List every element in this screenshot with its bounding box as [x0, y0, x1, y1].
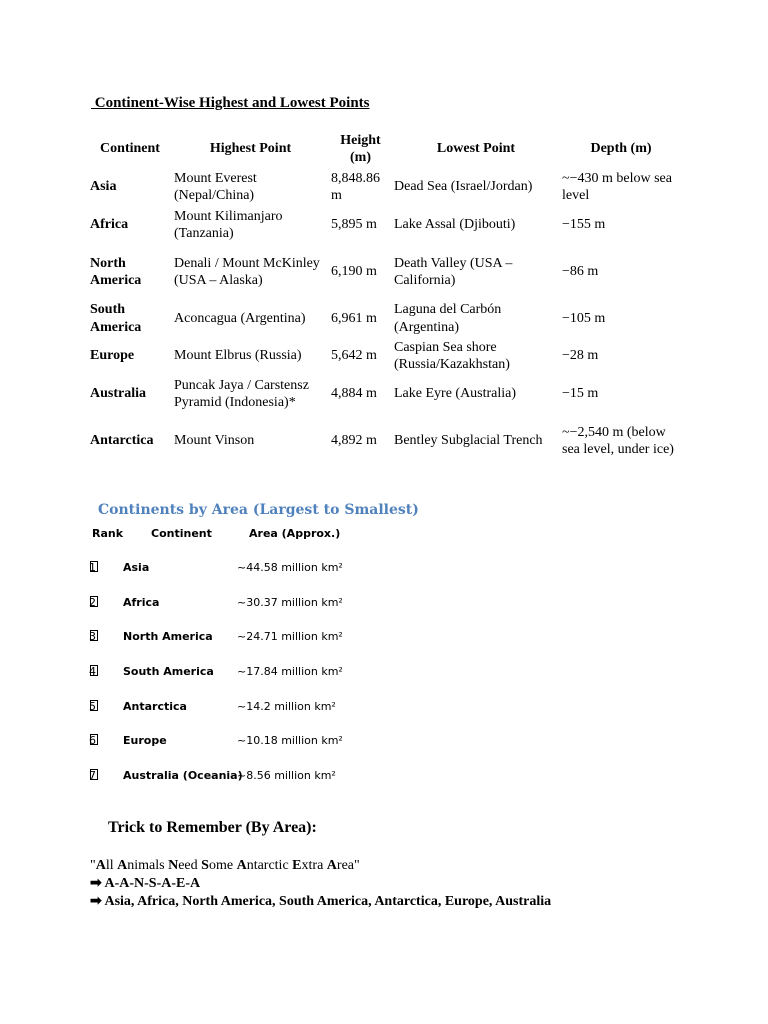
table-cell: Antarctica: [90, 433, 154, 449]
table-cell: −105 m: [562, 310, 606, 326]
table-cell: Lake Eyre (Australia): [394, 386, 517, 402]
rank-number: 7: [89, 769, 96, 782]
word-initial: N: [168, 858, 179, 873]
table-cell: −28 m: [562, 348, 599, 364]
table-cell: −15 m: [562, 386, 599, 402]
column-header: Continent: [100, 141, 160, 157]
word-rest: xtra: [301, 858, 324, 873]
arrow-right-icon: ➡: [90, 876, 102, 891]
table-cell: −155 m: [562, 217, 606, 233]
table-row: [88, 337, 682, 375]
table-cell: North America: [90, 255, 142, 288]
column-header: Depth (m): [590, 141, 652, 157]
table-cell: Australia: [90, 386, 146, 402]
area-value: ~14.2 million km²: [237, 700, 336, 713]
continent-name: Africa: [123, 596, 160, 609]
table-cell: Aconcagua (Argentina): [174, 310, 306, 326]
word-initial: A: [326, 858, 337, 873]
rank-number: 3: [89, 630, 96, 643]
word-initial: E: [292, 858, 302, 873]
table-cell: Mount Elbrus (Russia): [174, 348, 302, 364]
table-cell: Europe: [90, 348, 135, 364]
table-row: [88, 168, 682, 206]
column-header: Highest Point: [209, 141, 292, 157]
continent-name: Europe: [123, 734, 167, 747]
list-item: [89, 630, 489, 646]
table-cell: Puncak Jaya / Carstensz Pyramid (Indonesia)*: [174, 377, 309, 410]
section-title-area: Continents by Area (Largest to Smallest): [98, 502, 419, 518]
area-value: ~44.58 million km²: [237, 561, 343, 574]
list-item: [89, 769, 489, 785]
list-item: [89, 561, 489, 577]
rank-number: 1: [89, 561, 96, 574]
table-cell: ~−430 m below sea level: [562, 170, 672, 203]
table-cell: Lake Assal (Djibouti): [394, 217, 516, 233]
page-title: Continent-Wise Highest and Lowest Points: [91, 95, 370, 111]
continent-name: Australia (Oceania): [123, 769, 243, 782]
list-item: [89, 700, 489, 716]
continent-name: Antarctica: [123, 700, 187, 713]
area-value: ~8.56 million km²: [237, 769, 336, 782]
table-cell: −86 m: [562, 264, 599, 280]
table-cell: Denali / Mount McKinley (USA – Alaska): [174, 255, 320, 288]
area-value: ~24.71 million km²: [237, 630, 343, 643]
word-rest: eed: [178, 858, 198, 873]
word-initial: A: [236, 858, 247, 873]
expanded-line: [90, 893, 551, 911]
table-cell: South America: [90, 302, 142, 335]
area-value: ~30.37 million km²: [237, 596, 343, 609]
table-cell: 6,961 m: [331, 310, 377, 326]
column-header: Continent: [151, 527, 212, 540]
acronym: A-A-N-S-A-E-A: [104, 876, 201, 891]
continent-name: Asia: [123, 561, 150, 574]
table-row: [88, 375, 682, 413]
word-rest: ll: [105, 858, 114, 873]
table-cell: 6,190 m: [331, 264, 377, 280]
table-cell: 8,848.86 m: [331, 170, 380, 203]
table-cell: Death Valley (USA – California): [394, 255, 513, 288]
rank-number: 5: [89, 700, 96, 713]
table-row: [88, 206, 682, 244]
table-cell: Dead Sea (Israel/Jordan): [394, 179, 533, 195]
acronym-line: [90, 875, 551, 893]
trick-title: Trick to Remember (By Area):: [108, 819, 317, 836]
table-cell: Asia: [90, 179, 117, 195]
table-header-row: [88, 130, 682, 168]
table-cell: Caspian Sea shore (Russia/Kazakhstan): [394, 339, 510, 372]
table-cell: 5,895 m: [331, 217, 377, 233]
expanded-list: Asia, Africa, North America, South America, Antarctica, Europe, Australia: [104, 894, 552, 909]
column-header: Height (m): [340, 132, 381, 165]
word-rest: nimals: [127, 858, 165, 873]
word-rest: rea: [336, 858, 354, 873]
trick-block: [90, 857, 551, 911]
column-header: Lowest Point: [436, 141, 516, 157]
column-header: Rank: [92, 527, 124, 540]
arrow-right-icon: ➡: [90, 894, 102, 909]
table-cell: Mount Vinson: [174, 433, 255, 449]
table-cell: 4,892 m: [331, 433, 377, 449]
highest-lowest-table: [88, 130, 682, 469]
rank-number: 6: [89, 734, 96, 747]
column-header: Area (Approx.): [249, 527, 341, 540]
table-cell: Africa: [90, 217, 129, 233]
list-item: [89, 734, 489, 750]
table-cell: 5,642 m: [331, 348, 377, 364]
mnemonic-line: "All Animals Need Some Antarctic Extra Area": [90, 858, 360, 873]
table-row: [88, 300, 682, 337]
table-cell: Bentley Subglacial Trench: [394, 433, 543, 449]
table-cell: Laguna del Carbón (Argentina): [394, 302, 502, 335]
table-cell: ~−2,540 m (below sea level, under ice): [562, 424, 674, 457]
word-initial: A: [95, 858, 106, 873]
word-initial: S: [201, 858, 209, 873]
word-rest: ome: [208, 858, 234, 873]
continent-name: South America: [123, 665, 214, 678]
list-item: [89, 596, 489, 612]
continent-name: North America: [123, 630, 213, 643]
rank-number: 4: [89, 665, 96, 678]
table-row: [88, 413, 682, 469]
table-row: [88, 244, 682, 300]
rank-number: 2: [89, 596, 96, 609]
area-value: ~17.84 million km²: [237, 665, 343, 678]
table-cell: 4,884 m: [331, 386, 377, 402]
word-rest: ntarctic: [246, 858, 289, 873]
table-cell: Mount Everest (Nepal/China): [174, 170, 257, 203]
table-cell: Mount Kilimanjaro (Tanzania): [174, 208, 283, 241]
word-initial: A: [117, 858, 128, 873]
area-value: ~10.18 million km²: [237, 734, 343, 747]
list-item: [89, 665, 489, 681]
